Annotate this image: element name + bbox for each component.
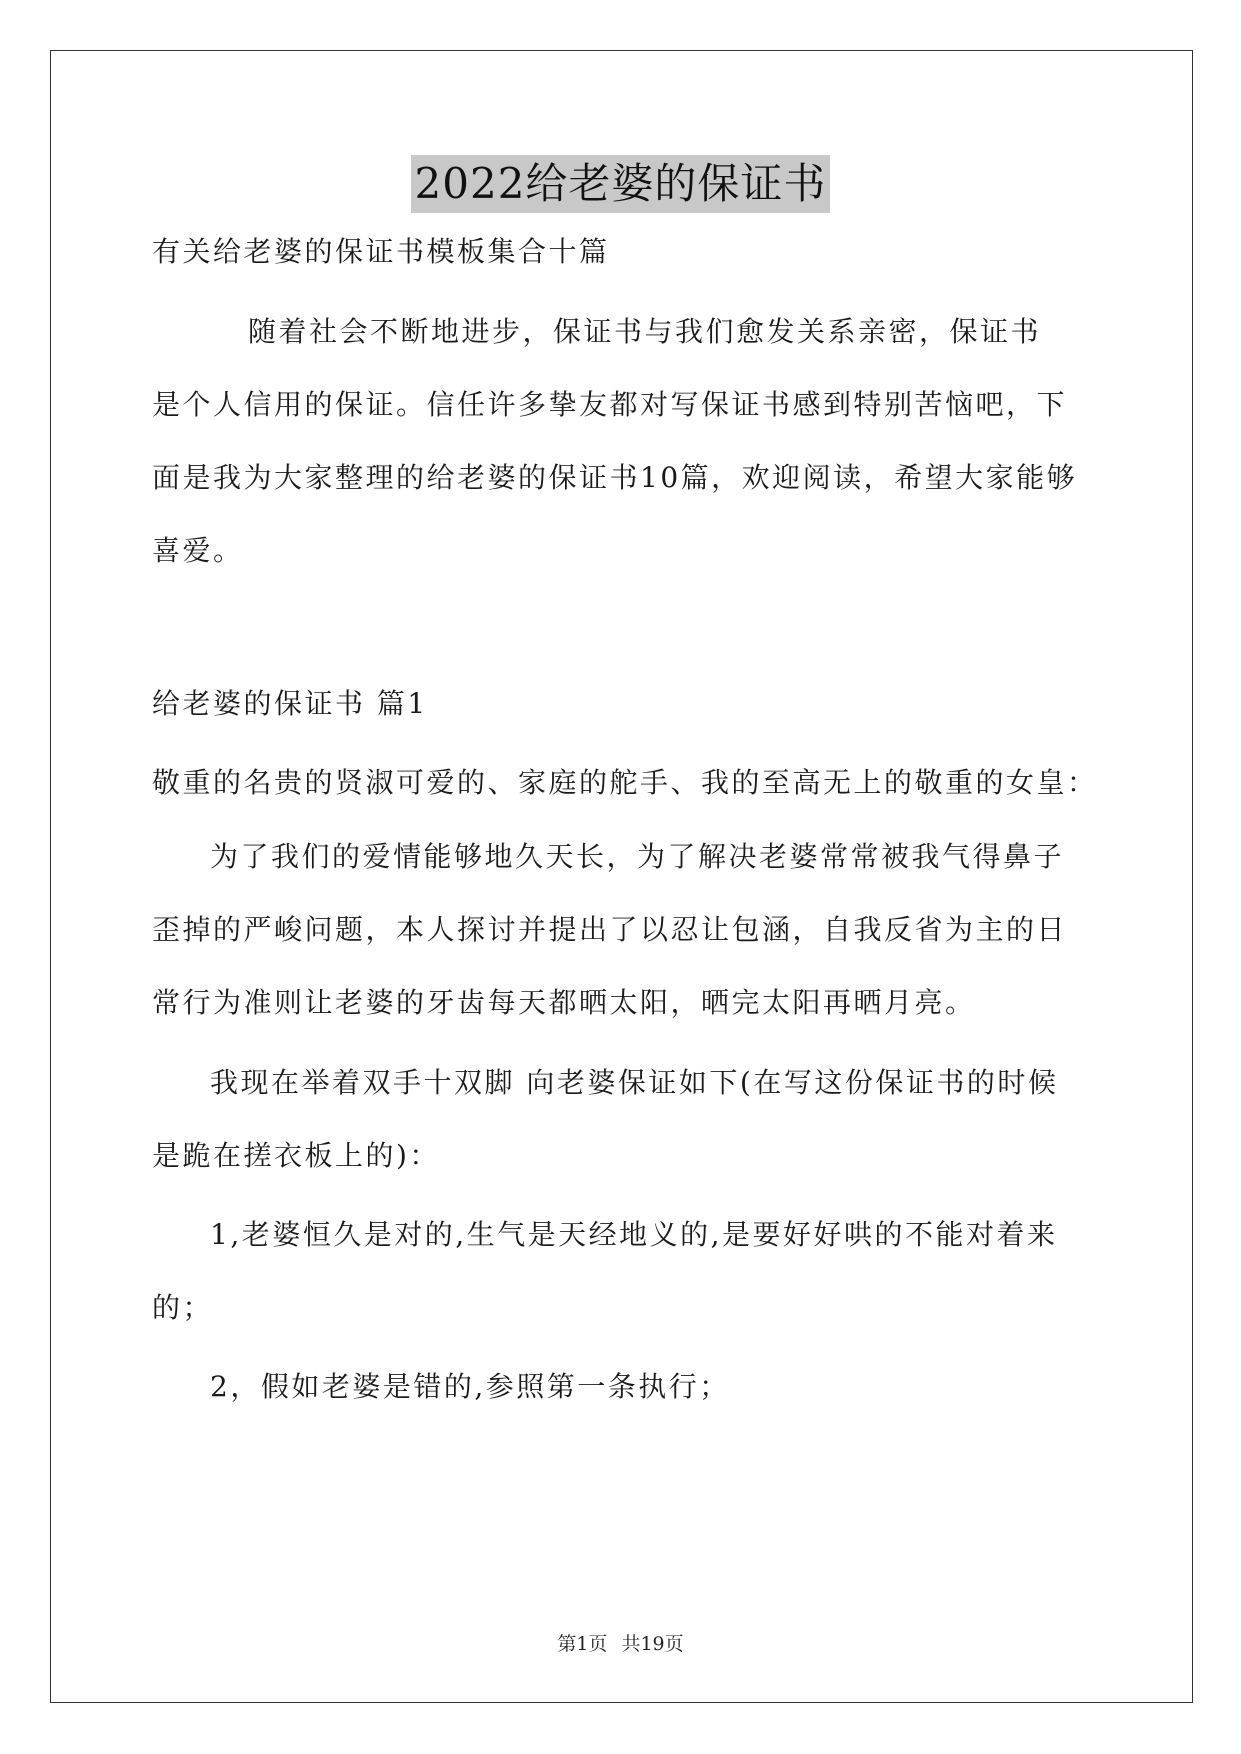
body-line: 我现在举着双手十双脚 向老婆保证如下(在写这份保证书的时候 [210, 1066, 1059, 1099]
intro-line: 喜爱。 [152, 534, 244, 567]
title-container [0, 155, 1241, 213]
intro-line: 是个人信用的保证。信任许多挚友都对写保证书感到特别苦恼吧，下 [152, 388, 1068, 421]
intro-line: 面是我为大家整理的给老婆的保证书10篇，欢迎阅读，希望大家能够 [152, 461, 1078, 494]
document-title: 2022给老婆的保证书 [411, 155, 831, 213]
page-total: 共19页 [621, 1633, 684, 1655]
body-line: 为了我们的爱情能够地久天长，为了解决老婆常常被我气得鼻子 [210, 840, 1065, 873]
body-line: 1,老婆恒久是对的,生气是天经地义的,是要好好哄的不能对着来 [210, 1218, 1058, 1251]
body-line: 敬重的名贵的贤淑可爱的、家庭的舵手、我的至高无上的敬重的女皇： [152, 766, 1098, 799]
body-line: 的； [152, 1291, 214, 1324]
section-heading: 给老婆的保证书 篇1 [152, 687, 428, 720]
body-line: 是跪在搓衣板上的)： [152, 1139, 440, 1172]
subtitle: 有关给老婆的保证书模板集合十篇 [152, 235, 610, 268]
page-footer [0, 1632, 1241, 1656]
page-number: 第1页 [557, 1633, 608, 1655]
body-line: 常行为准则让老婆的牙齿每天都晒太阳，晒完太阳再晒月亮。 [152, 986, 976, 1019]
body-line: 歪掉的严峻问题，本人探讨并提出了以忍让包涵，自我反省为主的日 [152, 913, 1068, 946]
intro-line: 随着社会不断地进步，保证书与我们愈发关系亲密，保证书 [248, 315, 1042, 348]
body-line: 2，假如老婆是错的,参照第一条执行； [210, 1370, 730, 1403]
